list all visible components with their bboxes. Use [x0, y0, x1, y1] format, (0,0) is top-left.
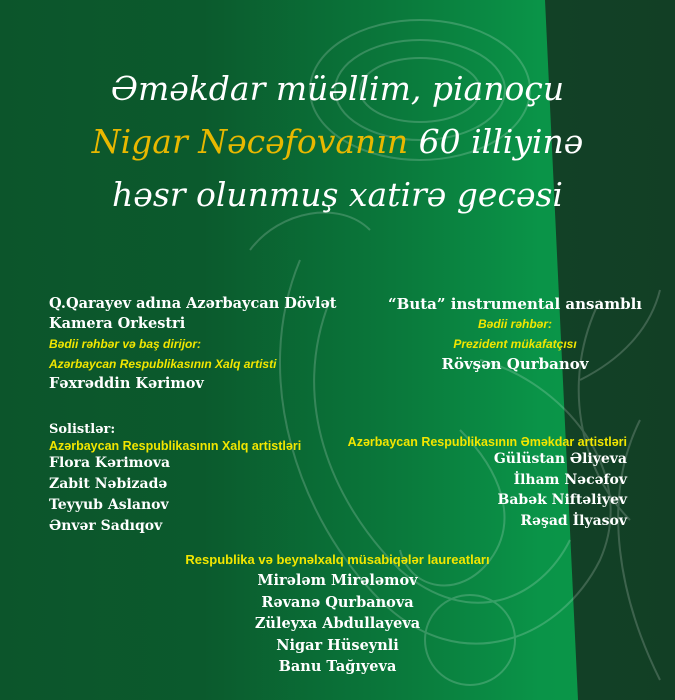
- honoree-name: Nigar Nəcəfovanın: [91, 122, 409, 161]
- list-item: Flora Kərimova: [49, 455, 171, 471]
- list-item: Babək Niftəliyev: [497, 492, 627, 508]
- people-artists-label: Azərbaycan Respublikasının Xalq artistləri: [49, 439, 302, 453]
- list-item: İlham Nəcəfov: [513, 471, 627, 488]
- orchestra-leader: Fəxrəddin Kərimov: [49, 375, 204, 392]
- soloists-people-artists: [49, 421, 301, 537]
- list-item: Zabit Nəbizadə: [49, 476, 168, 492]
- ensemble-leader-title: Prezident mükafatçısı: [453, 337, 577, 351]
- list-item: Nigar Hüseynli: [276, 636, 399, 654]
- orchestra-block: [49, 294, 336, 394]
- laureates-block: [0, 550, 675, 678]
- event-title: [0, 62, 675, 221]
- list-item: Rəvanə Qurbanova: [261, 593, 414, 611]
- ensemble-role: Bədii rəhbər:: [477, 317, 552, 331]
- orchestra-leader-title: Azərbaycan Respublikasının Xalq artisti: [49, 357, 277, 371]
- soloists-heading: Solistlər:: [49, 422, 116, 437]
- honored-artists-label: Azərbaycan Respublikasının Əməkdar artistləri: [347, 435, 627, 449]
- list-item: Züleyxa Abdullayeva: [254, 615, 421, 632]
- title-line-2: Nigar Nəcəfovanın 60 illiyinə: [91, 122, 584, 161]
- soloists-honored-artists: [348, 435, 627, 531]
- list-item: Ənvər Sadıqov: [49, 518, 163, 534]
- title-line-1: Əməkdar müəllim, pianoçu: [110, 69, 565, 108]
- orchestra-name-line2: Kamera Orkestri: [49, 315, 186, 332]
- orchestra-role: Bədii rəhbər və baş dirijor:: [49, 337, 202, 351]
- list-item: Rəşad İlyasov: [520, 512, 627, 529]
- list-item: Gülüstan Əliyeva: [493, 451, 627, 467]
- ensemble-block: [380, 294, 650, 374]
- list-item: Teyyub Aslanov: [49, 497, 169, 513]
- orchestra-name-line1: Q.Qarayev adına Azərbaycan Dövlət: [49, 295, 337, 312]
- list-item: Banu Tağıyeva: [278, 658, 397, 675]
- laureates-label: Respublika və beynəlxalq müsabiqələr laureatları: [185, 552, 490, 567]
- title-line-3: həsr olunmuş xatirə gecəsi: [112, 175, 563, 214]
- list-item: Mirələm Mirələmov: [257, 572, 418, 589]
- ensemble-name: “Buta” instrumental ansamblı: [388, 295, 642, 313]
- ensemble-leader: Rövşən Qurbanov: [441, 355, 589, 373]
